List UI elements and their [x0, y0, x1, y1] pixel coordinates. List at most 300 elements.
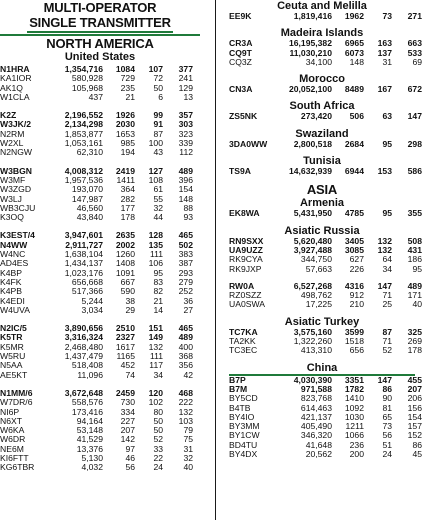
- multipliers: 112: [179, 147, 193, 158]
- score: 41,648: [305, 439, 332, 450]
- callsign: W3MF: [0, 174, 26, 185]
- zones: 73: [382, 421, 392, 432]
- zones: 71: [382, 290, 392, 301]
- score: 1,023,176: [64, 267, 103, 278]
- multipliers: 103: [178, 415, 193, 426]
- result-row: [229, 166, 422, 177]
- section-heading: ASIA: [306, 182, 338, 198]
- qsos: 236: [349, 439, 364, 450]
- section-heading: Ceuta and Melilla: [277, 0, 367, 12]
- section-heading: Morocco: [299, 73, 345, 86]
- zones: 132: [377, 235, 392, 246]
- result-row: [229, 138, 422, 149]
- callsign: NI6P: [0, 406, 20, 417]
- multipliers: 323: [178, 128, 193, 139]
- score: 273,420: [300, 111, 332, 122]
- score: 2,911,727: [65, 239, 103, 250]
- multipliers: 171: [407, 290, 422, 301]
- zones: 55: [153, 193, 163, 204]
- callsign: AK1Q: [0, 82, 23, 93]
- qsos: 177: [120, 202, 135, 213]
- callsign: CR3A: [229, 38, 253, 49]
- zones: 149: [148, 332, 163, 343]
- score: 57,663: [305, 263, 332, 274]
- score: 11,096: [77, 369, 103, 380]
- multipliers: 269: [407, 336, 422, 347]
- result-row: [229, 111, 422, 122]
- qsos: 506: [349, 111, 364, 122]
- qsos: 1411: [116, 174, 135, 185]
- callsign: W5RU: [0, 351, 26, 362]
- qsos: 46: [125, 452, 135, 463]
- multipliers: 377: [178, 64, 193, 74]
- callsign: B7P: [229, 374, 246, 385]
- score: 558,576: [71, 397, 103, 408]
- zones: 111: [149, 249, 163, 260]
- zones: 56: [382, 430, 392, 441]
- zones: 51: [382, 439, 392, 450]
- multipliers: 42: [183, 369, 193, 380]
- zones: 14: [153, 304, 163, 315]
- multipliers: 156: [407, 402, 422, 413]
- multipliers: 207: [407, 383, 422, 394]
- qsos: 1926: [115, 110, 135, 121]
- zones: 95: [153, 267, 163, 278]
- multipliers: 178: [407, 345, 422, 356]
- zones: 107: [148, 64, 163, 74]
- section-subheading: Armenia: [299, 197, 345, 210]
- score: 4,008,312: [64, 165, 103, 176]
- callsign: CN3A: [229, 84, 253, 95]
- callsign: RZ0SZZ: [229, 290, 262, 301]
- score: 4,030,390: [293, 374, 332, 385]
- callsign: W4UVA: [0, 304, 30, 315]
- qsos: 2030: [115, 119, 135, 130]
- multipliers: 271: [407, 11, 422, 21]
- multipliers: 533: [407, 47, 422, 58]
- zones: 80: [153, 406, 163, 417]
- score: 614,463: [300, 402, 332, 413]
- zones: 83: [153, 276, 163, 287]
- callsign: N6XT: [0, 415, 22, 426]
- callsign: TS9A: [229, 166, 251, 177]
- score: 43,840: [76, 212, 103, 223]
- multipliers: 27: [183, 304, 193, 315]
- callsign: B7M: [229, 383, 248, 394]
- score: 1,354,716: [64, 64, 103, 74]
- result-row: [0, 371, 200, 380]
- multipliers: 357: [178, 110, 193, 121]
- callsign: W7DR/6: [0, 397, 33, 408]
- qsos: 282: [120, 193, 135, 204]
- zones: 6: [158, 91, 163, 102]
- zones: 132: [148, 341, 163, 352]
- zones: 127: [148, 165, 163, 176]
- multipliers: 86: [412, 439, 422, 450]
- result-row: [229, 449, 422, 460]
- qsos: 1408: [115, 258, 135, 269]
- qsos: 3599: [344, 326, 364, 337]
- multipliers: 663: [407, 38, 422, 49]
- zones: 163: [377, 38, 392, 49]
- result-row: [229, 84, 422, 95]
- multipliers: 325: [407, 326, 422, 337]
- callsign: RN9SXX: [229, 235, 264, 246]
- callsign: TC3EC: [229, 345, 258, 356]
- section-subheading: United States: [64, 51, 136, 63]
- zones: 50: [153, 415, 163, 426]
- qsos: 1410: [344, 393, 364, 404]
- zones: 147: [377, 374, 392, 385]
- callsign: 3DA0WW: [229, 138, 268, 149]
- score: 5,244: [81, 295, 103, 306]
- qsos: 6944: [344, 166, 364, 177]
- zones: 22: [153, 452, 163, 463]
- qsos: 38: [125, 295, 135, 306]
- zones: 72: [153, 73, 163, 84]
- qsos: 1653: [115, 128, 135, 139]
- score: 518,408: [71, 360, 103, 371]
- score: 2,196,552: [64, 110, 103, 121]
- qsos: 1962: [344, 11, 364, 21]
- zones: 44: [153, 212, 163, 223]
- zones: 52: [153, 434, 163, 445]
- callsign: ZS5NK: [229, 111, 258, 122]
- multipliers: 36: [183, 295, 193, 306]
- qsos: 627: [349, 254, 364, 265]
- zones: 50: [153, 425, 163, 436]
- qsos: 667: [120, 276, 135, 287]
- qsos: 1030: [344, 411, 364, 422]
- multipliers: 298: [407, 138, 422, 149]
- qsos: 227: [120, 415, 135, 426]
- callsign: N5AA: [0, 360, 23, 371]
- qsos: 4316: [344, 280, 364, 291]
- callsign: EK8WA: [229, 208, 260, 219]
- qsos: 2002: [115, 239, 135, 250]
- callsign: K4PB: [0, 286, 22, 297]
- section-heading: China: [229, 362, 415, 376]
- multipliers: 355: [407, 208, 422, 219]
- right-column: [229, 0, 422, 460]
- qsos: 912: [349, 290, 364, 301]
- qsos: 1518: [344, 336, 364, 347]
- zones: 87: [153, 128, 163, 139]
- qsos: 1211: [345, 421, 364, 432]
- score: 20,052,100: [288, 84, 332, 95]
- zones: 82: [153, 286, 163, 297]
- score: 46,560: [76, 202, 103, 213]
- zones: 151: [148, 323, 163, 334]
- zones: 71: [382, 336, 392, 347]
- multipliers: 148: [178, 193, 193, 204]
- result-row: [229, 299, 422, 310]
- callsign: RK9CYA: [229, 254, 263, 265]
- multipliers: 154: [407, 411, 422, 422]
- zones: 86: [382, 383, 392, 394]
- score: 11,030,210: [289, 47, 332, 58]
- multipliers: 157: [407, 421, 422, 432]
- multipliers: 13: [183, 91, 193, 102]
- score: 3,947,601: [64, 230, 103, 241]
- zones: 31: [382, 56, 392, 67]
- callsign: CQ3Z: [229, 56, 252, 67]
- score: 517,366: [71, 286, 103, 297]
- callsign: WB3CJU: [0, 202, 36, 213]
- score: 3,890,656: [64, 323, 103, 334]
- section-heading: Asiatic Turkey: [284, 315, 360, 328]
- score: 193,070: [71, 184, 103, 195]
- multipliers: 303: [178, 119, 193, 130]
- qsos: 1091: [115, 267, 135, 278]
- qsos: 148: [349, 56, 364, 67]
- callsign: UA9UZZ: [229, 244, 263, 255]
- callsign: TA2KK: [229, 336, 256, 347]
- qsos: 2327: [115, 332, 135, 343]
- callsign: W4NC: [0, 249, 26, 260]
- multipliers: 489: [178, 165, 193, 176]
- zones: 147: [377, 280, 392, 291]
- zones: 95: [382, 138, 392, 149]
- score: 580,928: [71, 73, 103, 84]
- multipliers: 468: [178, 387, 193, 398]
- qsos: 590: [120, 286, 135, 297]
- zones: 99: [153, 110, 163, 121]
- zones: 100: [148, 138, 163, 149]
- score: 105,968: [71, 82, 103, 93]
- qsos: 235: [120, 82, 135, 93]
- zones: 106: [148, 258, 163, 269]
- qsos: 985: [120, 138, 135, 149]
- zones: 73: [382, 11, 392, 21]
- zones: 153: [377, 166, 392, 177]
- qsos: 452: [120, 360, 135, 371]
- multipliers: 252: [178, 286, 193, 297]
- zones: 120: [148, 387, 163, 398]
- qsos: 226: [349, 263, 364, 274]
- callsign: KI6FTT: [0, 452, 29, 463]
- callsign: N4WW: [0, 239, 28, 250]
- multipliers: 132: [178, 406, 193, 417]
- qsos: 200: [349, 449, 364, 460]
- callsign: W3BGN: [0, 165, 32, 176]
- callsign: BY5CD: [229, 393, 258, 404]
- section-heading: Asiatic Russia: [284, 224, 360, 237]
- result-row: [229, 345, 422, 356]
- title-line-1: MULTI-OPERATOR: [43, 0, 157, 15]
- section-heading: South Africa: [289, 100, 355, 113]
- score: 3,672,648: [64, 387, 103, 398]
- score: 1,434,137: [64, 258, 103, 269]
- qsos: 178: [120, 212, 135, 223]
- multipliers: 79: [183, 425, 193, 436]
- callsign: K4FK: [0, 276, 22, 287]
- multipliers: 241: [178, 73, 193, 84]
- multipliers: 93: [183, 212, 193, 223]
- score: 53,148: [76, 425, 103, 436]
- qsos: 194: [120, 147, 135, 158]
- callsign: W3ZGD: [0, 184, 32, 195]
- multipliers: 40: [412, 299, 422, 310]
- score: 94,164: [76, 415, 103, 426]
- callsign: KG6TBR: [0, 462, 35, 473]
- multipliers: 672: [407, 84, 422, 95]
- score: 3,927,488: [293, 244, 332, 255]
- callsign: BY4DX: [229, 449, 258, 460]
- multipliers: 502: [178, 239, 193, 250]
- qsos: 729: [120, 73, 135, 84]
- qsos: 334: [120, 406, 135, 417]
- qsos: 4785: [344, 208, 364, 219]
- multipliers: 206: [407, 393, 422, 404]
- section-heading: Swaziland: [295, 127, 349, 140]
- zones: 137: [377, 47, 392, 58]
- score: 5,620,480: [293, 235, 332, 246]
- multipliers: 586: [407, 166, 422, 177]
- section-heading: Tunisia: [303, 155, 341, 168]
- score: 34,100: [305, 56, 332, 67]
- callsign: BY4IO: [229, 411, 255, 422]
- callsign: K5TR: [0, 332, 23, 343]
- zones: 91: [153, 119, 163, 130]
- callsign: N2IC/5: [0, 323, 27, 334]
- multipliers: 368: [178, 351, 193, 362]
- zones: 24: [153, 462, 163, 473]
- score: 41,529: [76, 434, 103, 445]
- multipliers: 431: [407, 244, 422, 255]
- zones: 64: [382, 254, 392, 265]
- column-divider: [215, 0, 216, 520]
- qsos: 29: [125, 304, 135, 315]
- qsos: 656: [349, 345, 364, 356]
- score: 14,632,939: [288, 166, 332, 177]
- multipliers: 31: [183, 443, 193, 454]
- zones: 111: [149, 351, 163, 362]
- callsign: NE6M: [0, 443, 24, 454]
- score: 3,575,160: [293, 326, 332, 337]
- score: 147,987: [71, 193, 103, 204]
- qsos: 1165: [116, 351, 135, 362]
- score: 437: [88, 91, 103, 102]
- score: 656,668: [71, 276, 103, 287]
- zones: 21: [153, 295, 163, 306]
- callsign: CQ9T: [229, 47, 252, 58]
- qsos: 1066: [344, 430, 364, 441]
- qsos: 730: [120, 397, 135, 408]
- score: 2,468,480: [64, 341, 103, 352]
- section-heading: NORTH AMERICA: [0, 34, 200, 51]
- score: 346,320: [300, 430, 332, 441]
- qsos: 3351: [344, 374, 364, 385]
- qsos: 6965: [344, 38, 364, 49]
- zones: 132: [377, 244, 392, 255]
- multipliers: 489: [407, 280, 422, 291]
- multipliers: 45: [412, 449, 422, 460]
- qsos: 2510: [115, 323, 135, 334]
- score: 1,322,260: [293, 336, 332, 347]
- callsign: W6DR: [0, 434, 26, 445]
- callsign: BY3MM: [229, 421, 260, 432]
- callsign: BD4TU: [229, 439, 258, 450]
- zones: 95: [382, 208, 392, 219]
- score: 344,750: [300, 254, 332, 265]
- result-row: [229, 263, 422, 274]
- left-column: [0, 0, 200, 473]
- callsign: W1CLA: [0, 91, 30, 102]
- callsign: K4EDI: [0, 295, 25, 306]
- callsign: K2Z: [0, 110, 17, 121]
- callsign: W3JK/2: [0, 119, 32, 130]
- score: 1,437,479: [64, 351, 103, 362]
- callsign: N2RM: [0, 128, 25, 139]
- result-row: [229, 208, 422, 219]
- score: 2,800,518: [293, 138, 332, 149]
- qsos: 8489: [344, 84, 364, 95]
- callsign: W2XL: [0, 138, 24, 149]
- callsign: B4TB: [229, 402, 251, 413]
- result-row: [229, 56, 422, 67]
- callsign: TC7KA: [229, 326, 258, 337]
- multipliers: 152: [407, 430, 422, 441]
- multipliers: 147: [407, 111, 422, 122]
- qsos: 97: [125, 443, 135, 454]
- callsign: K4BP: [0, 267, 22, 278]
- zones: 34: [153, 369, 163, 380]
- callsign: RK9JXP: [229, 263, 262, 274]
- qsos: 142: [120, 434, 135, 445]
- score: 823,768: [300, 393, 332, 404]
- score: 5,431,950: [293, 208, 332, 219]
- multipliers: 356: [178, 360, 193, 371]
- multipliers: 95: [412, 263, 422, 274]
- multipliers: 508: [407, 235, 422, 246]
- multipliers: 293: [178, 267, 193, 278]
- multipliers: 387: [178, 258, 193, 269]
- score: 173,416: [71, 406, 103, 417]
- score: 6,527,268: [293, 280, 332, 291]
- score: 1,638,104: [64, 249, 103, 260]
- score: 17,225: [305, 299, 332, 310]
- multipliers: 69: [412, 56, 422, 67]
- zones: 25: [382, 299, 392, 310]
- score: 421,137: [300, 411, 332, 422]
- zones: 90: [382, 393, 392, 404]
- multipliers: 339: [178, 138, 193, 149]
- zones: 43: [153, 147, 163, 158]
- zones: 61: [153, 184, 163, 195]
- multipliers: 279: [178, 276, 193, 287]
- score: 1,957,536: [64, 174, 103, 185]
- zones: 65: [382, 411, 392, 422]
- score: 971,588: [300, 383, 332, 394]
- callsign: W3LJ: [0, 193, 22, 204]
- qsos: 21: [125, 91, 135, 102]
- qsos: 1260: [115, 249, 135, 260]
- qsos: 2419: [115, 165, 135, 176]
- multipliers: 88: [183, 202, 193, 213]
- multipliers: 465: [178, 230, 193, 241]
- multipliers: 129: [178, 82, 193, 93]
- callsign: BY1CW: [229, 430, 260, 441]
- zones: 34: [382, 263, 392, 274]
- qsos: 210: [349, 299, 364, 310]
- zones: 108: [148, 174, 163, 185]
- zones: 87: [382, 326, 392, 337]
- multipliers: 75: [183, 434, 193, 445]
- result-row: [0, 148, 200, 157]
- score: 3,034: [81, 304, 103, 315]
- score: 3,316,324: [64, 332, 103, 343]
